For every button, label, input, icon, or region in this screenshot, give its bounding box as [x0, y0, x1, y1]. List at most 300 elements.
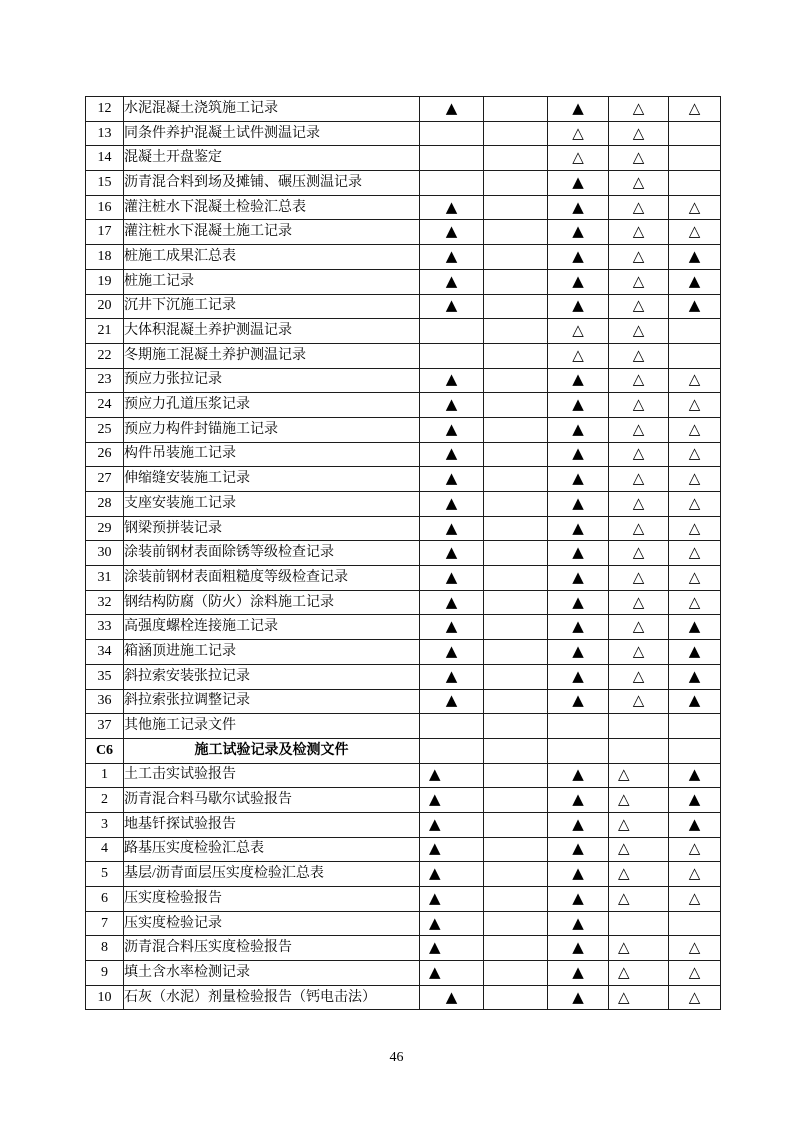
open-triangle-icon: △ [688, 864, 701, 883]
filled-triangle-icon: ▲ [445, 641, 458, 660]
filled-triangle-icon: ▲ [445, 691, 458, 710]
symbol-cell [548, 985, 609, 1010]
table-row [86, 887, 721, 912]
symbol-cell [420, 961, 484, 986]
filled-triangle-icon: ▲ [572, 765, 584, 784]
table-row [86, 417, 721, 442]
symbol-cell [609, 417, 669, 442]
symbol-cell [548, 714, 609, 739]
symbol-cell [548, 393, 609, 418]
open-triangle-icon: △ [618, 938, 630, 957]
symbol-cell [669, 417, 721, 442]
symbol-cell [548, 911, 609, 936]
filled-triangle-icon: ▲ [572, 271, 584, 290]
row-number-cell: 5 [86, 862, 124, 887]
symbol-cell [484, 911, 548, 936]
row-number-cell: 22 [86, 343, 124, 368]
open-triangle-icon: △ [688, 592, 701, 611]
filled-triangle-icon: ▲ [445, 98, 458, 117]
symbol-cell [548, 837, 609, 862]
document-name-cell: 灌注桩水下混凝土施工记录 [124, 220, 420, 245]
filled-triangle-icon: ▲ [429, 864, 441, 883]
row-number-cell: 17 [86, 220, 124, 245]
symbol-cell [484, 269, 548, 294]
symbol-cell [669, 442, 721, 467]
document-name-cell: 箱涵顶进施工记录 [124, 640, 420, 665]
symbol-cell [609, 911, 669, 936]
symbol-cell [609, 566, 669, 591]
table-row [86, 269, 721, 294]
filled-triangle-icon: ▲ [572, 641, 584, 660]
document-name-cell: 高强度螺栓连接施工记录 [124, 615, 420, 640]
filled-triangle-icon: ▲ [445, 222, 458, 241]
table-row [86, 788, 721, 813]
symbol-cell [548, 467, 609, 492]
symbol-cell [609, 319, 669, 344]
open-triangle-icon: △ [618, 814, 630, 833]
document-name-cell: 涂装前钢材表面除锈等级检查记录 [124, 541, 420, 566]
symbol-cell [609, 343, 669, 368]
document-name-cell: 冬期施工混凝土养护测温记录 [124, 343, 420, 368]
table-row [86, 590, 721, 615]
open-triangle-icon: △ [688, 839, 701, 858]
document-name-cell: 涂装前钢材表面粗糙度等级检查记录 [124, 566, 420, 591]
symbol-cell [548, 220, 609, 245]
symbol-cell [548, 97, 609, 122]
symbol-cell [420, 566, 484, 591]
filled-triangle-icon: ▲ [572, 222, 584, 241]
symbol-cell [669, 961, 721, 986]
filled-triangle-icon: ▲ [572, 666, 584, 685]
filled-triangle-icon: ▲ [572, 395, 584, 414]
table-row [86, 812, 721, 837]
row-number-cell: 8 [86, 936, 124, 961]
row-number-cell: 35 [86, 664, 124, 689]
symbol-cell [420, 985, 484, 1010]
filled-triangle-icon: ▲ [572, 814, 584, 833]
filled-triangle-icon: ▲ [445, 197, 458, 216]
symbol-cell [609, 985, 669, 1010]
filled-triangle-icon: ▲ [445, 246, 458, 265]
table-row [86, 837, 721, 862]
open-triangle-icon: △ [572, 123, 584, 142]
open-triangle-icon: △ [632, 123, 645, 142]
table-row [86, 492, 721, 517]
symbol-cell [669, 590, 721, 615]
document-name-cell: 桩施工成果汇总表 [124, 245, 420, 270]
filled-triangle-icon: ▲ [445, 592, 458, 611]
table-row [86, 467, 721, 492]
symbol-cell [669, 195, 721, 220]
row-number-cell: 16 [86, 195, 124, 220]
document-name-cell: 沥青混合料压实度检验报告 [124, 936, 420, 961]
filled-triangle-icon: ▲ [572, 197, 584, 216]
symbol-cell [609, 936, 669, 961]
symbol-cell [420, 269, 484, 294]
table-row [86, 911, 721, 936]
symbol-cell [609, 664, 669, 689]
symbol-cell [420, 664, 484, 689]
filled-triangle-icon: ▲ [429, 839, 441, 858]
symbol-cell [669, 294, 721, 319]
symbol-cell [484, 146, 548, 171]
symbol-cell [669, 738, 721, 763]
symbol-cell [609, 97, 669, 122]
open-triangle-icon: △ [632, 641, 645, 660]
table-row [86, 319, 721, 344]
symbol-cell [609, 763, 669, 788]
filled-triangle-icon: ▲ [445, 617, 458, 636]
table-row [86, 121, 721, 146]
filled-triangle-icon: ▲ [572, 543, 584, 562]
symbol-cell [548, 788, 609, 813]
symbol-cell [548, 615, 609, 640]
document-name-cell: 斜拉索安装张拉记录 [124, 664, 420, 689]
symbol-cell [420, 245, 484, 270]
document-name-cell: 沥青混合料马歇尔试验报告 [124, 788, 420, 813]
row-number-cell: 4 [86, 837, 124, 862]
symbol-cell [548, 738, 609, 763]
symbol-cell [609, 640, 669, 665]
open-triangle-icon: △ [688, 987, 701, 1006]
open-triangle-icon: △ [632, 271, 645, 290]
row-number-cell: 1 [86, 763, 124, 788]
symbol-cell [420, 343, 484, 368]
filled-triangle-icon: ▲ [445, 444, 458, 463]
filled-triangle-icon: ▲ [572, 172, 584, 191]
symbol-cell [548, 195, 609, 220]
symbol-cell [420, 97, 484, 122]
symbol-cell [548, 566, 609, 591]
table-row [86, 171, 721, 196]
row-number-cell: 13 [86, 121, 124, 146]
symbol-cell [484, 97, 548, 122]
open-triangle-icon: △ [688, 370, 701, 389]
document-name-cell: 沥青混合料到场及摊铺、碾压测温记录 [124, 171, 420, 196]
open-triangle-icon: △ [632, 493, 645, 512]
symbol-cell [420, 738, 484, 763]
symbol-cell [669, 516, 721, 541]
filled-triangle-icon: ▲ [572, 98, 584, 117]
open-triangle-icon: △ [618, 864, 630, 883]
filled-triangle-icon: ▲ [572, 938, 584, 957]
filled-triangle-icon: ▲ [572, 518, 584, 537]
row-number-cell: 31 [86, 566, 124, 591]
symbol-cell [609, 788, 669, 813]
symbol-cell [420, 294, 484, 319]
symbol-cell [548, 319, 609, 344]
filled-triangle-icon: ▲ [445, 271, 458, 290]
symbol-cell [484, 195, 548, 220]
row-number-cell: 3 [86, 812, 124, 837]
symbol-cell [669, 788, 721, 813]
row-number-cell: 25 [86, 417, 124, 442]
symbol-cell [609, 393, 669, 418]
symbol-cell [484, 492, 548, 517]
symbol-cell [484, 961, 548, 986]
filled-triangle-icon: ▲ [572, 370, 584, 389]
symbol-cell [484, 788, 548, 813]
open-triangle-icon: △ [632, 469, 645, 488]
document-name-cell: 地基钎探试验报告 [124, 812, 420, 837]
open-triangle-icon: △ [688, 197, 701, 216]
symbol-cell [609, 368, 669, 393]
open-triangle-icon: △ [688, 962, 701, 981]
filled-triangle-icon: ▲ [688, 691, 701, 710]
filled-triangle-icon: ▲ [688, 666, 701, 685]
row-number-cell: 33 [86, 615, 124, 640]
open-triangle-icon: △ [688, 395, 701, 414]
filled-triangle-icon: ▲ [445, 419, 458, 438]
open-triangle-icon: △ [632, 419, 645, 438]
symbol-cell [420, 541, 484, 566]
table-row [86, 195, 721, 220]
row-number-cell: 10 [86, 985, 124, 1010]
symbol-cell [609, 590, 669, 615]
filled-triangle-icon: ▲ [445, 987, 458, 1006]
row-number-cell: 6 [86, 887, 124, 912]
symbol-cell [548, 590, 609, 615]
document-name-cell: 斜拉索张拉调整记录 [124, 689, 420, 714]
row-number-cell: 30 [86, 541, 124, 566]
symbol-cell [484, 887, 548, 912]
row-number-cell: 32 [86, 590, 124, 615]
symbol-cell [548, 245, 609, 270]
symbol-cell [420, 714, 484, 739]
symbol-cell [669, 640, 721, 665]
filled-triangle-icon: ▲ [429, 814, 441, 833]
page-number: 46 [389, 1050, 404, 1065]
symbol-cell [484, 442, 548, 467]
table-row [86, 343, 721, 368]
symbol-cell [609, 714, 669, 739]
open-triangle-icon: △ [632, 444, 645, 463]
symbol-cell [548, 269, 609, 294]
symbol-cell [609, 812, 669, 837]
symbol-cell [669, 936, 721, 961]
symbol-cell [548, 516, 609, 541]
row-number-cell: 14 [86, 146, 124, 171]
filled-triangle-icon: ▲ [445, 370, 458, 389]
symbol-cell [420, 368, 484, 393]
symbol-cell [484, 936, 548, 961]
document-name-cell: 支座安装施工记录 [124, 492, 420, 517]
filled-triangle-icon: ▲ [572, 864, 584, 883]
symbol-cell [548, 763, 609, 788]
symbol-cell [420, 590, 484, 615]
open-triangle-icon: △ [632, 345, 645, 364]
symbol-cell [420, 146, 484, 171]
symbol-cell [420, 319, 484, 344]
symbol-cell [609, 121, 669, 146]
document-name-cell: 预应力构件封锚施工记录 [124, 417, 420, 442]
row-number-cell: 9 [86, 961, 124, 986]
symbol-cell [669, 269, 721, 294]
symbol-cell [420, 887, 484, 912]
symbol-cell [420, 936, 484, 961]
symbol-cell [420, 393, 484, 418]
filled-triangle-icon: ▲ [445, 469, 458, 488]
table-row [86, 368, 721, 393]
open-triangle-icon: △ [618, 790, 630, 809]
symbol-cell [420, 492, 484, 517]
table-row [86, 245, 721, 270]
filled-triangle-icon: ▲ [572, 592, 584, 611]
symbol-cell [548, 146, 609, 171]
symbol-cell [609, 887, 669, 912]
symbol-cell [609, 961, 669, 986]
filled-triangle-icon: ▲ [445, 567, 458, 586]
table-row [86, 714, 721, 739]
filled-triangle-icon: ▲ [572, 888, 584, 907]
filled-triangle-icon: ▲ [429, 913, 441, 932]
filled-triangle-icon: ▲ [572, 839, 584, 858]
filled-triangle-icon: ▲ [688, 765, 701, 784]
open-triangle-icon: △ [688, 888, 701, 907]
symbol-cell [484, 343, 548, 368]
symbol-cell [484, 640, 548, 665]
table-row [86, 985, 721, 1010]
symbol-cell [548, 417, 609, 442]
filled-triangle-icon: ▲ [572, 246, 584, 265]
table-row [86, 97, 721, 122]
filled-triangle-icon: ▲ [688, 296, 701, 315]
symbol-cell [484, 664, 548, 689]
table-row [86, 640, 721, 665]
row-number-cell: 2 [86, 788, 124, 813]
open-triangle-icon: △ [618, 962, 630, 981]
filled-triangle-icon: ▲ [445, 296, 458, 315]
open-triangle-icon: △ [632, 543, 645, 562]
document-name-cell: 水泥混凝土浇筑施工记录 [124, 97, 420, 122]
row-number-cell: 24 [86, 393, 124, 418]
symbol-cell [669, 837, 721, 862]
filled-triangle-icon: ▲ [572, 444, 584, 463]
document-name-cell: 伸缩缝安装施工记录 [124, 467, 420, 492]
symbol-cell [669, 393, 721, 418]
symbol-cell [669, 664, 721, 689]
symbol-cell [420, 171, 484, 196]
symbol-cell [669, 541, 721, 566]
symbol-cell [669, 812, 721, 837]
row-number-cell: 19 [86, 269, 124, 294]
section-header-row [86, 738, 721, 763]
symbol-cell [484, 615, 548, 640]
symbol-cell [484, 738, 548, 763]
symbol-cell [420, 911, 484, 936]
document-name-cell: 其他施工记录文件 [124, 714, 420, 739]
symbol-cell [609, 862, 669, 887]
filled-triangle-icon: ▲ [429, 790, 441, 809]
filled-triangle-icon: ▲ [445, 518, 458, 537]
symbol-cell [484, 566, 548, 591]
document-name-cell: 路基压实度检验汇总表 [124, 837, 420, 862]
symbol-cell [669, 97, 721, 122]
document-name-cell: 填土含水率检测记录 [124, 961, 420, 986]
symbol-cell [548, 442, 609, 467]
symbol-cell [420, 442, 484, 467]
filled-triangle-icon: ▲ [429, 765, 441, 784]
row-number-cell: 23 [86, 368, 124, 393]
symbol-cell [669, 714, 721, 739]
open-triangle-icon: △ [632, 197, 645, 216]
open-triangle-icon: △ [572, 148, 584, 167]
symbol-cell [420, 195, 484, 220]
symbol-cell [548, 689, 609, 714]
symbol-cell [420, 220, 484, 245]
row-number-cell: 28 [86, 492, 124, 517]
table-row [86, 862, 721, 887]
filled-triangle-icon: ▲ [572, 419, 584, 438]
open-triangle-icon: △ [688, 469, 701, 488]
row-number-cell: 18 [86, 245, 124, 270]
symbol-cell [669, 467, 721, 492]
symbol-cell [669, 887, 721, 912]
symbol-cell [484, 319, 548, 344]
symbol-cell [548, 368, 609, 393]
open-triangle-icon: △ [632, 246, 645, 265]
open-triangle-icon: △ [688, 493, 701, 512]
symbol-cell [420, 763, 484, 788]
open-triangle-icon: △ [618, 765, 630, 784]
symbol-cell [609, 689, 669, 714]
symbol-cell [669, 368, 721, 393]
symbol-cell [548, 171, 609, 196]
symbol-cell [420, 837, 484, 862]
symbol-cell [548, 492, 609, 517]
filled-triangle-icon: ▲ [688, 617, 701, 636]
symbol-cell [420, 788, 484, 813]
symbol-cell [669, 763, 721, 788]
open-triangle-icon: △ [688, 222, 701, 241]
table-row [86, 664, 721, 689]
table-row [86, 442, 721, 467]
filled-triangle-icon: ▲ [572, 790, 584, 809]
document-name-cell: 灌注桩水下混凝土检验汇总表 [124, 195, 420, 220]
table-row [86, 516, 721, 541]
open-triangle-icon: △ [632, 567, 645, 586]
table-row [86, 393, 721, 418]
symbol-cell [548, 121, 609, 146]
filled-triangle-icon: ▲ [445, 493, 458, 512]
symbol-cell [548, 862, 609, 887]
symbol-cell [609, 541, 669, 566]
open-triangle-icon: △ [572, 345, 584, 364]
table-row [86, 146, 721, 171]
table-body [86, 97, 721, 1010]
document-name-cell: 钢结构防腐（防火）涂料施工记录 [124, 590, 420, 615]
table-row [86, 763, 721, 788]
symbol-cell [484, 714, 548, 739]
symbol-cell [484, 689, 548, 714]
symbol-cell [669, 985, 721, 1010]
open-triangle-icon: △ [632, 222, 645, 241]
row-number-cell: 36 [86, 689, 124, 714]
document-name-cell: 压实度检验记录 [124, 911, 420, 936]
symbol-cell [484, 862, 548, 887]
symbol-cell [420, 615, 484, 640]
document-name-cell: 基层/沥青面层压实度检验汇总表 [124, 862, 420, 887]
open-triangle-icon: △ [618, 987, 630, 1006]
open-triangle-icon: △ [618, 888, 630, 907]
symbol-cell [548, 961, 609, 986]
filled-triangle-icon: ▲ [572, 691, 584, 710]
symbol-cell [484, 837, 548, 862]
symbol-cell [609, 146, 669, 171]
symbol-cell [548, 936, 609, 961]
open-triangle-icon: △ [688, 518, 701, 537]
open-triangle-icon: △ [688, 444, 701, 463]
